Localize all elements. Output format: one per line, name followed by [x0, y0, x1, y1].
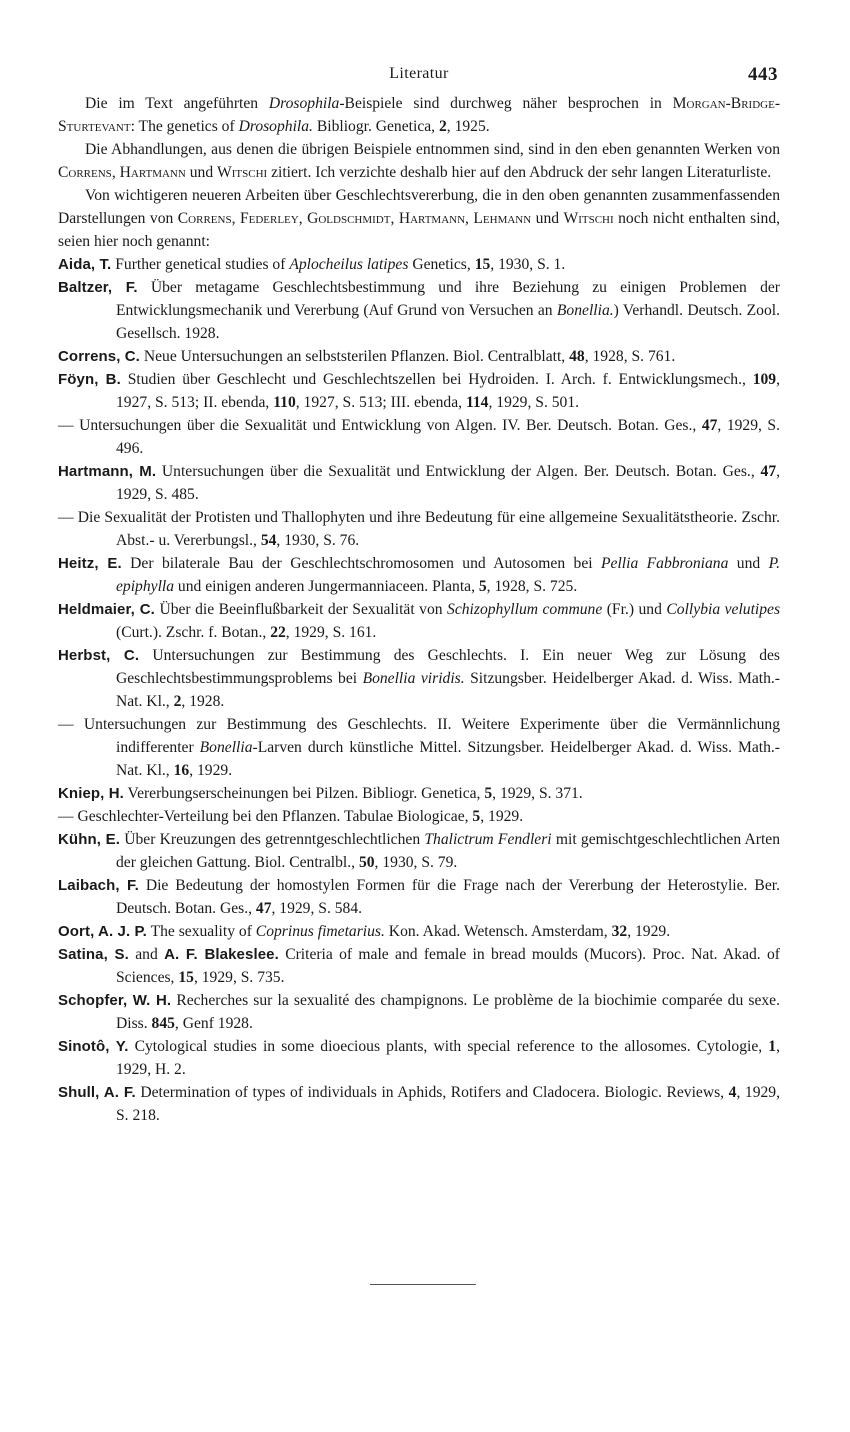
text-span: Untersuchungen zur Bestimmung des Geschlechts. I. Ein neuer Weg zur Lösung des Geschlechtsbestimmungsproblems bei: [116, 647, 780, 687]
reference-author: Heldmaier, C.: [58, 601, 155, 618]
text-span: — Geschlechter-Verteilung bei den Pflanzen. Tabulae Biologicae,: [58, 808, 473, 825]
intro-paragraph: [58, 138, 780, 184]
text-span: mit gemischtgeschlechtlichen Arten der gleichen Gattung. Biol. Centralbl.,: [116, 831, 780, 871]
small-caps-name: Lehmann: [473, 210, 532, 227]
text-span: , 1929, S. 496.: [116, 417, 780, 457]
text-span: Vererbungserscheinungen bei Pilzen. Bibliogr. Genetica,: [127, 785, 485, 802]
text-span: Der bilaterale Bau der Geschlechtschromosomen und Autosomen bei: [130, 555, 601, 572]
reference-author: Satina, S.: [58, 946, 129, 963]
running-title: Literatur: [389, 65, 449, 82]
text-span: Über metagame Geschlechtsbestimmung und ihre Beziehung zu einigen Problemen der Entwicklungsmechanik und Vererbung (Auf Grund von Versuchen an: [116, 279, 780, 319]
text-span: Bibliogr. Genetica,: [312, 118, 439, 135]
volume-number: 15: [474, 256, 491, 273]
reference-entry: [58, 805, 780, 828]
reference-author: Correns, C.: [58, 348, 140, 365]
italic-span: Drosophila: [268, 95, 340, 112]
reference-entry: [58, 414, 780, 460]
text-span: Sitzungsber. Heidelberger Akad. d. Wiss. Math.-Nat. Kl.,: [116, 670, 780, 710]
text-span: Die Bedeutung der homostylen Formen für die Frage nach der Vererbung der Heterostylie. Ber. Deutsch. Botan. Ges.,: [116, 877, 780, 917]
intro-section: [58, 92, 780, 253]
reference-author: Heitz, E.: [58, 555, 122, 572]
reference-list: [58, 253, 780, 1127]
text-span: Studien über Geschlecht und Geschlechtszellen bei Hydroiden. I. Arch. f. Entwicklungsmech.,: [127, 371, 753, 388]
text-span: Further genetical studies of: [115, 256, 290, 273]
italic-span: Bonellia viridis.: [362, 670, 465, 687]
text-span: und: [728, 555, 769, 572]
volume-number: 22: [270, 624, 286, 641]
reference-author: Baltzer, F.: [58, 279, 138, 296]
reference-entry: [58, 713, 780, 782]
reference-entry: [58, 782, 780, 805]
reference-entry: [58, 276, 780, 345]
small-caps-name: Witschi: [563, 210, 614, 227]
reference-entry: [58, 644, 780, 713]
volume-number: 16: [173, 762, 190, 779]
text-span: — Untersuchungen zur Bestimmung des Geschlechts. II. Weitere Experimente über die Vermännlichung indifferenter: [58, 716, 780, 756]
text-span: , 1930, S. 79.: [374, 854, 458, 871]
intro-paragraph: [58, 92, 780, 138]
reference-author: Laibach, F.: [58, 877, 139, 894]
text-span: — Die Sexualität der Protisten und Thallophyten und ihre Bedeutung für eine allgemeine Sexualitätstheorie. Zschr. Abst.- u. Vererbungsl.,: [58, 509, 780, 549]
volume-number: 114: [465, 394, 489, 411]
text-span: , 1929, H. 2.: [116, 1038, 780, 1078]
text-span: , 1927, S. 513; III. ebenda,: [295, 394, 466, 411]
volume-number: 47: [760, 463, 777, 480]
small-caps-name: Goldschmidt: [307, 210, 391, 227]
text-span: , 1928, S. 725.: [486, 578, 578, 595]
text-span: und einigen anderen Jungermanniaceen. Planta,: [174, 578, 479, 595]
text-span: , 1930, S. 76.: [276, 532, 360, 549]
volume-number: 48: [569, 348, 585, 365]
reference-author: Hartmann, M.: [58, 463, 157, 480]
text-span: Genetics,: [408, 256, 475, 273]
italic-span: Drosophila.: [238, 118, 313, 135]
reference-entry: [58, 368, 780, 414]
italic-span: P. epiphylla: [116, 555, 780, 595]
reference-entry: [58, 552, 780, 598]
text-span: , 1929, S. 371.: [492, 785, 583, 802]
italic-span: Pellia Fabbroniana: [601, 555, 729, 572]
text-span: The sexuality of: [150, 923, 256, 940]
reference-entry: [58, 1081, 780, 1127]
text-span: (Fr.) und: [602, 601, 667, 618]
text-span: Von wichtigeren neueren Arbeiten über Geschlechtsvererbung, die in den oben genannten zusammenfassenden Darstellungen von: [58, 187, 780, 227]
text-span: Untersuchungen über die Sexualität und Entwicklung der Algen. Ber. Deutsch. Botan. Ges.,: [161, 463, 761, 480]
reference-author: Shull, A. F.: [58, 1084, 136, 1101]
volume-number: 50: [358, 854, 375, 871]
volume-number: 5: [484, 785, 493, 802]
text-span: , 1928.: [181, 693, 225, 710]
text-span: Cytological studies in some dioecious plants, with special reference to the allosomes. Cytologie,: [134, 1038, 769, 1055]
reference-coauthor: A. F. Blakeslee.: [164, 946, 279, 963]
small-caps-name: Hartmann: [398, 210, 466, 227]
reference-author: Aida, T.: [58, 256, 112, 273]
reference-entry: [58, 828, 780, 874]
volume-number: 109: [752, 371, 777, 388]
reference-entry: [58, 943, 780, 989]
volume-number: 47: [701, 417, 718, 434]
text-span: Criteria of male and female in bread moulds (Mucors). Proc. Nat. Akad. of Sciences,: [116, 946, 780, 986]
italic-span: Coprinus fimetarius.: [255, 923, 385, 940]
text-span: , 1927, S. 513; II. ebenda,: [116, 371, 780, 411]
text-span: , 1929, S. 584.: [271, 900, 363, 917]
text-span: -Beispiele sind durchweg näher besprochen in: [339, 95, 673, 112]
volume-number: 1: [768, 1038, 777, 1055]
volume-number: 5: [478, 578, 487, 595]
text-span: Die im Text angeführten: [85, 95, 269, 112]
volume-number: 845: [151, 1015, 175, 1032]
reference-author: Kühn, E.: [58, 831, 120, 848]
text-span: Die Abhandlungen, aus denen die übrigen Beispiele entnommen sind, sind in den eben genannten Werken von: [85, 141, 780, 158]
text-span: ,: [298, 210, 308, 227]
text-span: , 1929, S. 735.: [193, 969, 285, 986]
reference-author: Föyn, B.: [58, 371, 121, 388]
text-span: (Curt.). Zschr. f. Botan.,: [116, 624, 271, 641]
text-span: : The genetics of: [130, 118, 239, 135]
text-span: Über Kreuzungen des getrenntgeschlechtlichen: [124, 831, 425, 848]
text-span: , 1929, S. 218.: [116, 1084, 780, 1124]
reference-entry: [58, 506, 780, 552]
text-span: , 1925.: [446, 118, 490, 135]
volume-number: 2: [173, 693, 182, 710]
reference-author: Oort, A. J. P.: [58, 923, 147, 940]
volume-number: 110: [273, 394, 296, 411]
italic-span: Aplocheilus latipes: [289, 256, 409, 273]
text-span: Neue Untersuchungen an selbststerilen Pflanzen. Biol. Centralblatt,: [143, 348, 570, 365]
text-span: , Genf 1928.: [174, 1015, 253, 1032]
reference-entry: [58, 598, 780, 644]
reference-entry: [58, 345, 780, 368]
text-span: ,: [465, 210, 474, 227]
text-span: Determination of types of individuals in Aphids, Rotifers and Cladocera. Biologic. Reviews,: [140, 1084, 729, 1101]
text-span: , 1929.: [480, 808, 524, 825]
small-caps-name: Correns: [177, 210, 232, 227]
running-header: [58, 62, 780, 92]
text-span: ,: [111, 164, 120, 181]
text-span: , 1929.: [627, 923, 671, 940]
text-span: Kon. Akad. Wetensch. Amsterdam,: [384, 923, 612, 940]
text-span: , 1929, S. 501.: [488, 394, 580, 411]
italic-span: Bonellia.: [556, 302, 614, 319]
text-span: , 1929.: [189, 762, 233, 779]
text-span: Recherches sur la sexualité des champignons. Le problème de la biochimie comparée du sexe. Diss.: [116, 992, 780, 1032]
text-span: und: [531, 210, 564, 227]
reference-entry: [58, 460, 780, 506]
text-span: , 1929, S. 161.: [285, 624, 377, 641]
italic-span: Collybia velutipes: [666, 601, 781, 618]
text-span: ,: [390, 210, 399, 227]
italic-span: Thalictrum Fendleri: [424, 831, 552, 848]
body-text: [58, 92, 780, 1127]
text-span: — Untersuchungen über die Sexualität und Entwicklung von Algen. IV. Ber. Deutsch. Botan. Ges.,: [58, 417, 702, 434]
volume-number: 4: [728, 1084, 737, 1101]
text-span: , 1930, S. 1.: [490, 256, 566, 273]
reference-author: Herbst, C.: [58, 647, 140, 664]
page-number: 443: [748, 64, 778, 85]
text-span: , 1929, S. 485.: [116, 463, 781, 503]
text-span: noch nicht enthalten sind, seien hier noch genannt:: [58, 210, 781, 250]
reference-author: Sinotô, Y.: [58, 1038, 129, 1055]
volume-number: 5: [472, 808, 481, 825]
small-caps-name: Witschi: [217, 164, 268, 181]
text-span: ) Verhandl. Deutsch. Zool. Gesellsch. 1928.: [116, 302, 780, 342]
text-span: ,: [231, 210, 240, 227]
text-span: , 1928, S. 761.: [584, 348, 676, 365]
volume-number: 15: [178, 969, 194, 986]
reference-entry: [58, 1035, 780, 1081]
volume-number: 47: [255, 900, 272, 917]
author-joiner: and: [128, 946, 165, 963]
small-caps-name: Correns: [58, 164, 112, 181]
text-span: Über die Beeinflußbarkeit der Sexualität von: [159, 601, 448, 618]
reference-author: Kniep, H.: [58, 785, 124, 802]
reference-entry: [58, 920, 780, 943]
volume-number: 32: [611, 923, 628, 940]
small-caps-name: Hartmann: [119, 164, 186, 181]
reference-entry: [58, 874, 780, 920]
italic-span: Bonellia: [199, 739, 253, 756]
reference-entry: [58, 989, 780, 1035]
volume-number: 2: [438, 118, 447, 135]
reference-entry: [58, 253, 780, 276]
end-rule: [370, 1284, 476, 1285]
small-caps-name: Federley: [239, 210, 299, 227]
volume-number: 54: [260, 532, 277, 549]
text-span: -Larven durch künstliche Mittel. Sitzungsber. Heidelberger Akad. d. Wiss. Math.-Nat. Kl.,: [116, 739, 780, 779]
text-span: und: [185, 164, 218, 181]
reference-author: Schopfer, W. H.: [58, 992, 172, 1009]
intro-paragraph: [58, 184, 780, 253]
document-page: [58, 62, 780, 1127]
text-span: zitiert. Ich verzichte deshalb hier auf den Abdruck der sehr langen Literaturliste.: [267, 164, 772, 181]
italic-span: Schizophyllum commune: [447, 601, 603, 618]
small-caps-name: Morgan-Bridge-Sturtevant: [58, 95, 781, 135]
